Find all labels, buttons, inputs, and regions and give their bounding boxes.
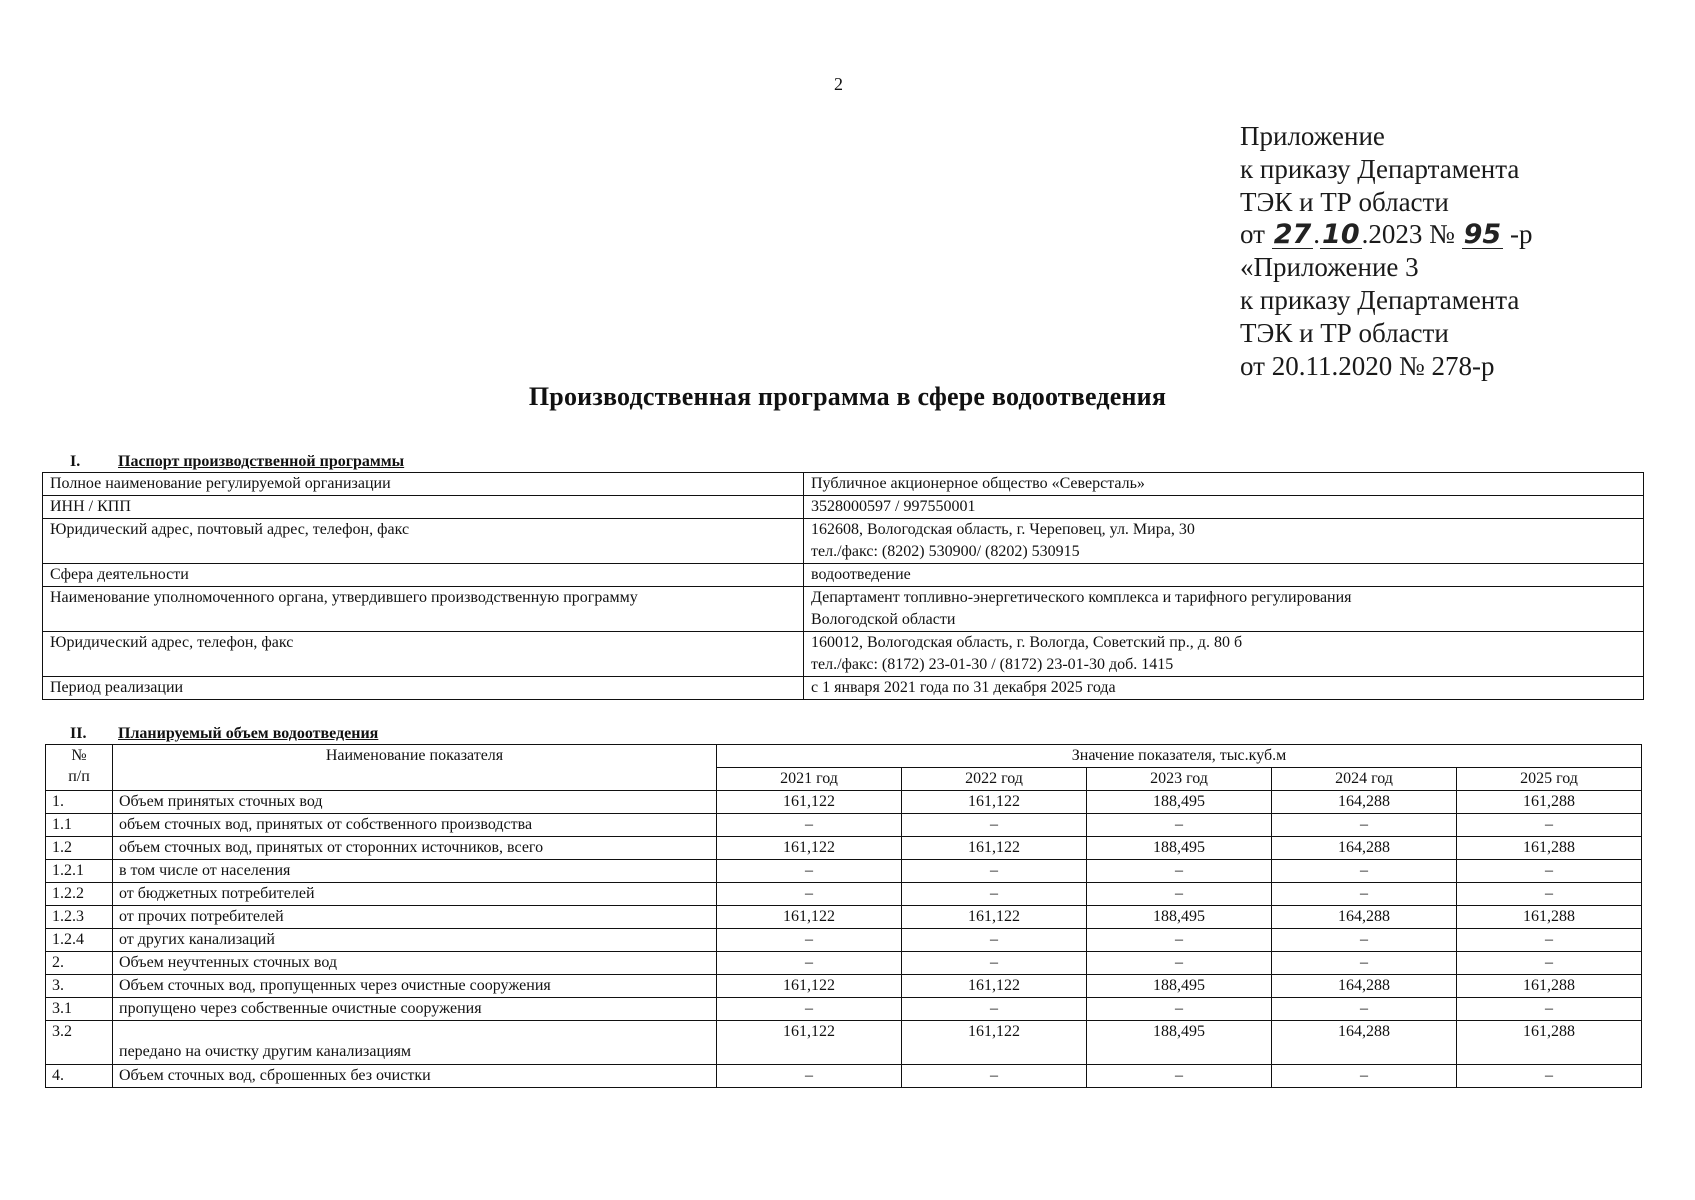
section-heading-volume bbox=[70, 725, 378, 743]
row-value: – bbox=[1272, 952, 1457, 975]
row-value: – bbox=[717, 883, 902, 906]
row-value: – bbox=[902, 1065, 1087, 1088]
row-value: – bbox=[1457, 929, 1642, 952]
header-year: 2024 год bbox=[1272, 768, 1457, 791]
passport-label: Полное наименование регулируемой организации bbox=[43, 473, 804, 496]
passport-label: Юридический адрес, телефон, факс bbox=[43, 632, 804, 677]
header-year: 2022 год bbox=[902, 768, 1087, 791]
row-value: 161,122 bbox=[717, 791, 902, 814]
row-value: 161,288 bbox=[1457, 975, 1642, 998]
row-number: 1.2 bbox=[46, 837, 113, 860]
header-num-line: № bbox=[71, 747, 87, 764]
table-row bbox=[46, 1021, 1642, 1065]
row-value: 161,288 bbox=[1457, 791, 1642, 814]
row-value: 188,495 bbox=[1087, 837, 1272, 860]
passport-value-line: водоотведение bbox=[811, 566, 911, 583]
row-value: 188,495 bbox=[1087, 906, 1272, 929]
row-number: 3.2 bbox=[46, 1021, 113, 1065]
passport-value-line: Публичное акционерное общество «Северсталь» bbox=[811, 475, 1145, 492]
passport-value-line: 160012, Вологодская область, г. Вологда, Советский пр., д. 80 б bbox=[811, 634, 1243, 651]
appendix-line: от 20.11.2020 № 278-р bbox=[1240, 350, 1495, 381]
row-value: 161,122 bbox=[902, 791, 1087, 814]
row-number: 1.2.1 bbox=[46, 860, 113, 883]
passport-row bbox=[43, 632, 1644, 677]
passport-label: Сфера деятельности bbox=[43, 564, 804, 587]
row-value: – bbox=[902, 998, 1087, 1021]
header-year: 2023 год bbox=[1087, 768, 1272, 791]
row-indicator-name: Объем неучтенных сточных вод bbox=[113, 952, 717, 975]
row-value: 164,288 bbox=[1272, 837, 1457, 860]
header-num bbox=[46, 745, 113, 791]
passport-value-line: тел./факс: (8202) 530900/ (8202) 530915 bbox=[811, 543, 1080, 560]
order-separator: . bbox=[1313, 219, 1321, 250]
row-value: – bbox=[1457, 883, 1642, 906]
appendix-line: ТЭК и ТР области bbox=[1240, 186, 1449, 217]
section-title: Паспорт производственной программы bbox=[118, 453, 405, 470]
document-title: Производственная программа в сфере водоотведения bbox=[528, 382, 1167, 411]
row-value: – bbox=[1272, 998, 1457, 1021]
row-value: – bbox=[1087, 1065, 1272, 1088]
row-number: 1.2.3 bbox=[46, 906, 113, 929]
row-indicator-name: Объем сточных вод, сброшенных без очистки bbox=[113, 1065, 717, 1088]
passport-value bbox=[804, 519, 1644, 564]
row-value: 164,288 bbox=[1272, 1021, 1457, 1065]
passport-value-line: тел./факс: (8172) 23-01-30 / (8172) 23-01-30 доб. 1415 bbox=[811, 656, 1174, 673]
row-value: – bbox=[1087, 952, 1272, 975]
row-value: 161,122 bbox=[717, 837, 902, 860]
row-value: – bbox=[902, 929, 1087, 952]
row-value: – bbox=[1457, 814, 1642, 837]
page-number: 2 bbox=[834, 74, 843, 94]
row-value: 161,288 bbox=[1457, 1021, 1642, 1065]
volume-table bbox=[45, 744, 1642, 1088]
row-value: – bbox=[717, 1065, 902, 1088]
appendix-note bbox=[1240, 120, 1532, 382]
table-row bbox=[46, 975, 1642, 998]
row-value: – bbox=[1087, 998, 1272, 1021]
table-row bbox=[46, 837, 1642, 860]
row-indicator-name: Объем принятых сточных вод bbox=[113, 791, 717, 814]
appendix-line: Приложение bbox=[1240, 121, 1385, 151]
row-value: 161,122 bbox=[902, 837, 1087, 860]
passport-value-line: 162608, Вологодская область, г. Череповец, ул. Мира, 30 bbox=[811, 521, 1195, 538]
passport-row bbox=[43, 564, 1644, 587]
row-value: – bbox=[1272, 883, 1457, 906]
header-name: Наименование показателя bbox=[113, 745, 717, 791]
passport-label: Юридический адрес, почтовый адрес, телефон, факс bbox=[43, 519, 804, 564]
passport-value bbox=[804, 496, 1644, 519]
row-value: 161,122 bbox=[717, 1021, 902, 1065]
passport-label: Наименование уполномоченного органа, утвердившего производственную программу bbox=[43, 587, 804, 632]
row-number: 1.2.2 bbox=[46, 883, 113, 906]
row-value: – bbox=[1457, 998, 1642, 1021]
row-value: – bbox=[1087, 883, 1272, 906]
table-row bbox=[46, 952, 1642, 975]
section-title: Планируемый объем водоотведения bbox=[118, 725, 379, 742]
row-value: – bbox=[1087, 814, 1272, 837]
passport-value-line: Департамент топливно-энергетического комплекса и тарифного регулирования bbox=[811, 589, 1352, 606]
appendix-line: к приказу Департамента bbox=[1240, 153, 1520, 184]
row-value: 161,122 bbox=[717, 906, 902, 929]
row-value: – bbox=[1457, 1065, 1642, 1088]
appendix-line: «Приложение 3 bbox=[1240, 252, 1419, 283]
passport-row bbox=[43, 587, 1644, 632]
row-number: 3. bbox=[46, 975, 113, 998]
row-value: – bbox=[902, 952, 1087, 975]
row-value: 161,122 bbox=[902, 1021, 1087, 1065]
appendix-line: к приказу Департамента bbox=[1240, 284, 1520, 315]
passport-value-line: 3528000597 / 997550001 bbox=[811, 498, 976, 515]
order-suffix: -р bbox=[1503, 219, 1533, 250]
row-value: – bbox=[1087, 860, 1272, 883]
passport-table bbox=[42, 472, 1644, 700]
section-number: I. bbox=[70, 453, 81, 470]
row-value: – bbox=[717, 952, 902, 975]
header-year: 2021 год bbox=[717, 768, 902, 791]
passport-label: ИНН / КПП bbox=[43, 496, 804, 519]
table-row bbox=[46, 998, 1642, 1021]
row-value: – bbox=[1087, 929, 1272, 952]
row-value: – bbox=[1457, 860, 1642, 883]
passport-row bbox=[43, 519, 1644, 564]
row-value: 161,122 bbox=[902, 975, 1087, 998]
table-row bbox=[46, 906, 1642, 929]
header-num-line: п/п bbox=[68, 768, 90, 785]
table-row bbox=[46, 929, 1642, 952]
row-value: 164,288 bbox=[1272, 906, 1457, 929]
row-value: – bbox=[1457, 952, 1642, 975]
header-value-group: Значение показателя, тыс.куб.м bbox=[717, 745, 1642, 768]
row-number: 4. bbox=[46, 1065, 113, 1088]
header-year: 2025 год bbox=[1457, 768, 1642, 791]
passport-value bbox=[804, 632, 1644, 677]
row-number: 1.2.4 bbox=[46, 929, 113, 952]
section-heading-passport bbox=[70, 453, 404, 471]
row-value: 164,288 bbox=[1272, 791, 1457, 814]
row-value: 164,288 bbox=[1272, 975, 1457, 998]
order-date-line bbox=[1240, 218, 1532, 251]
row-value: 161,288 bbox=[1457, 906, 1642, 929]
order-year-and-no: .2023 № bbox=[1361, 219, 1462, 250]
passport-value bbox=[804, 677, 1644, 700]
row-value: – bbox=[717, 814, 902, 837]
handwritten-month: 10 bbox=[1322, 219, 1360, 251]
row-value: – bbox=[717, 929, 902, 952]
row-value: – bbox=[902, 883, 1087, 906]
table-row bbox=[46, 883, 1642, 906]
appendix-line: ТЭК и ТР области bbox=[1240, 317, 1449, 348]
row-value: – bbox=[902, 860, 1087, 883]
row-indicator-name: Объем сточных вод, пропущенных через очистные сооружения bbox=[113, 975, 717, 998]
row-number: 1.1 bbox=[46, 814, 113, 837]
passport-value bbox=[804, 564, 1644, 587]
passport-value bbox=[804, 587, 1644, 632]
row-indicator-name: от других канализаций bbox=[113, 929, 717, 952]
table-row bbox=[46, 860, 1642, 883]
row-indicator-name: объем сточных вод, принятых от собственного производства bbox=[113, 814, 717, 837]
handwritten-day: 27 bbox=[1273, 219, 1312, 251]
table-row bbox=[46, 791, 1642, 814]
row-value: 161,122 bbox=[902, 906, 1087, 929]
row-value: 161,288 bbox=[1457, 837, 1642, 860]
row-value: – bbox=[902, 814, 1087, 837]
passport-row bbox=[43, 473, 1644, 496]
row-value: – bbox=[1272, 860, 1457, 883]
row-value: – bbox=[717, 860, 902, 883]
handwritten-order-number: 95 bbox=[1463, 219, 1502, 251]
row-value: 161,122 bbox=[717, 975, 902, 998]
row-indicator-name: в том числе от населения bbox=[113, 860, 717, 883]
table-row bbox=[46, 814, 1642, 837]
table-row bbox=[46, 1065, 1642, 1088]
row-indicator-name: от бюджетных потребителей bbox=[113, 883, 717, 906]
row-indicator-name: от прочих потребителей bbox=[113, 906, 717, 929]
row-value: – bbox=[1272, 929, 1457, 952]
row-indicator-name: объем сточных вод, принятых от сторонних источников, всего bbox=[113, 837, 717, 860]
passport-label: Период реализации bbox=[43, 677, 804, 700]
passport-value bbox=[804, 473, 1644, 496]
section-number: II. bbox=[70, 725, 87, 742]
row-value: – bbox=[1272, 814, 1457, 837]
row-number: 3.1 bbox=[46, 998, 113, 1021]
row-indicator-name: пропущено через собственные очистные сооружения bbox=[113, 998, 717, 1021]
passport-value-line: Вологодской области bbox=[811, 611, 956, 628]
order-prefix: от bbox=[1240, 219, 1272, 250]
row-number: 1. bbox=[46, 791, 113, 814]
passport-row bbox=[43, 677, 1644, 700]
row-value: 188,495 bbox=[1087, 975, 1272, 998]
passport-row bbox=[43, 496, 1644, 519]
row-value: 188,495 bbox=[1087, 1021, 1272, 1065]
row-number: 2. bbox=[46, 952, 113, 975]
row-value: – bbox=[1272, 1065, 1457, 1088]
passport-value-line: с 1 января 2021 года по 31 декабря 2025 года bbox=[811, 679, 1116, 696]
row-indicator-name: передано на очистку другим канализациям bbox=[113, 1021, 717, 1065]
row-value: 188,495 bbox=[1087, 791, 1272, 814]
row-value: – bbox=[717, 998, 902, 1021]
